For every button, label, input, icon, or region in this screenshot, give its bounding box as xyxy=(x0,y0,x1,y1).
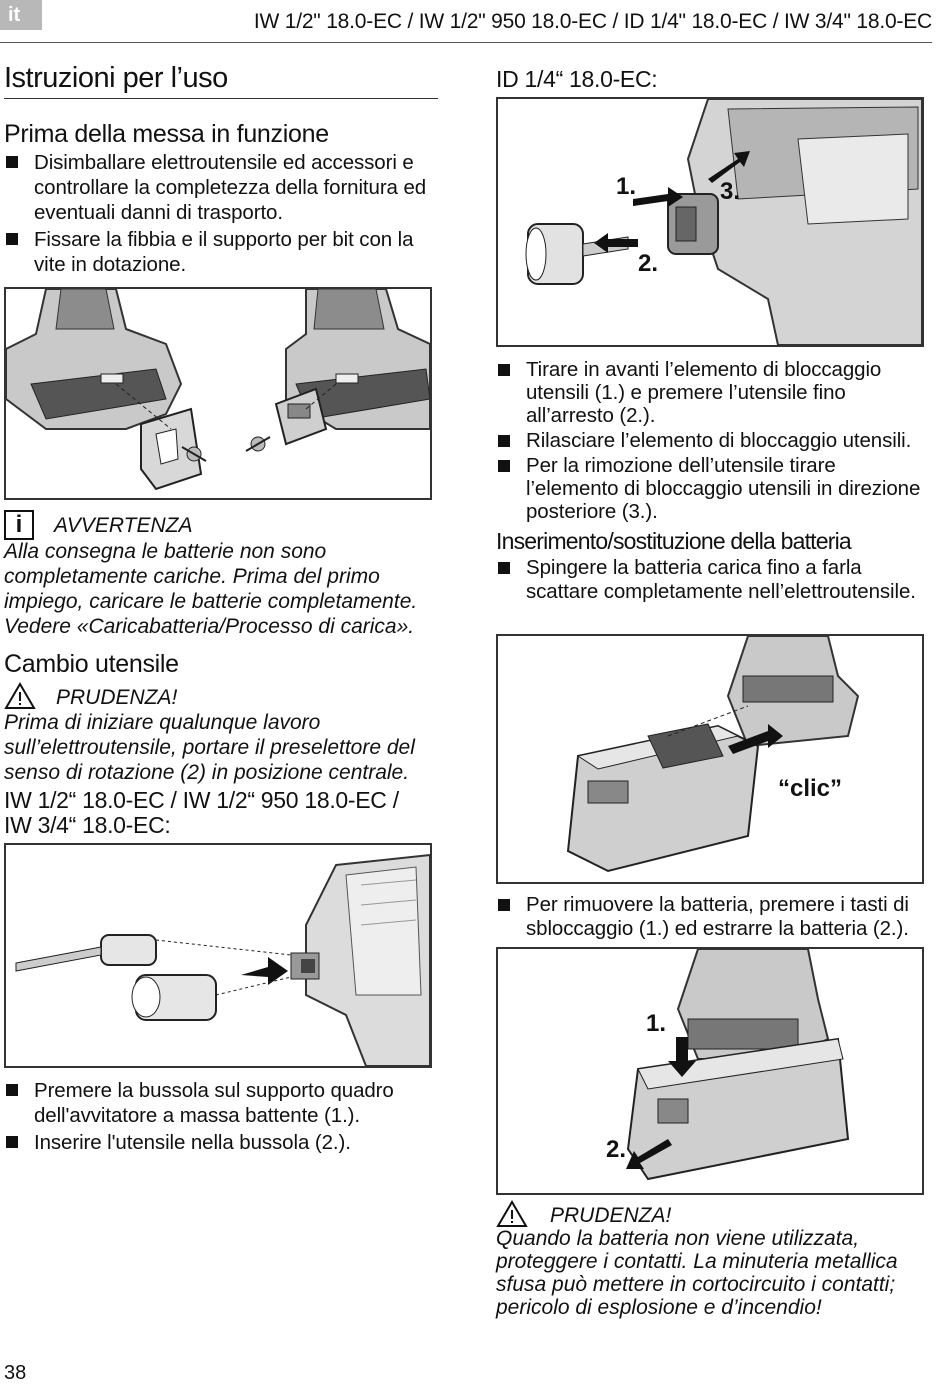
list-item: Tirare in avanti l’elemento di bloccaggio utensili (1.) e premere l’utensile fino all’arresto (2.). xyxy=(496,358,932,427)
models-heading-line2: IW 3/4“ 18.0-EC: xyxy=(4,812,171,838)
notice-text: Alla consegna le batterie non sono completamente cariche. Prima del primo impiego, caricare le batterie completamente. Vedere «Caricabatteria/Processo di carica». xyxy=(4,540,418,638)
battery-insert-illustration xyxy=(498,636,922,882)
first-use-heading: Prima della messa in funzione xyxy=(4,120,329,148)
language-tag: it xyxy=(0,0,42,30)
fig-label-2: 2. xyxy=(638,250,659,277)
caution-title: PRUDENZA! xyxy=(56,686,178,709)
caution-text: Prima di iniziare qualunque lavoro sull’elettroutensile, portare il preselettore del senso di rotazione (2) in posizione centrale. xyxy=(4,711,415,784)
remove-label-2: 2. xyxy=(606,1136,627,1163)
battery-caution-title: PRUDENZA! xyxy=(550,1204,672,1227)
id-model-heading: ID 1/4“ 18.0-EC: xyxy=(496,66,658,92)
list-item: Spingere la batteria carica fino a farla scattare completamente nell’elettroutensile. xyxy=(496,556,932,604)
list-item: Per la rimozione dell’utensile tirare l’elemento di bloccaggio utensili in direzione posteriore (3.). xyxy=(496,454,932,523)
page-number: 38 xyxy=(4,1362,27,1384)
info-icon: i xyxy=(4,510,34,540)
battery-heading: Inserimento/sostituzione della batteria xyxy=(496,528,851,554)
header-rule xyxy=(0,42,932,43)
list-item: Disimballare elettroutensile ed accessori e controllare la completezza della fornitura ed eventuali danni di trasporto. xyxy=(4,150,440,225)
list-item: Fissare la fibbia e il supporto per bit con la vite in dotazione. xyxy=(4,227,440,277)
models-heading-line1: IW 1/2“ 18.0-EC / IW 1/2“ 950 18.0-EC / xyxy=(4,787,399,813)
battery-remove-illustration xyxy=(498,949,922,1193)
list-item: Per rimuovere la batteria, premere i tasti di sbloccaggio (1.) ed estrarre la batteria (2.). xyxy=(496,893,932,941)
first-use-list xyxy=(4,150,440,277)
bit-chuck-illustration xyxy=(498,99,922,345)
socket-list xyxy=(4,1078,440,1155)
battery-remove-list xyxy=(496,893,932,941)
figure-battery-remove xyxy=(496,947,924,1195)
figure-socket xyxy=(4,843,432,1068)
page-title: Istruzioni per l’uso xyxy=(4,62,228,94)
tool-change-heading: Cambio utensile xyxy=(4,650,179,678)
header-models: IW 1/2" 18.0-EC / IW 1/2" 950 18.0-EC / ID 1/4" 18.0-EC / IW 3/4" 18.0-EC xyxy=(253,10,932,33)
list-item: Rilasciare l’elemento di bloccaggio utensili. xyxy=(496,429,932,452)
figure-bit-chuck xyxy=(496,97,924,347)
list-item: Premere la bussola sul supporto quadro dell'avvitatore a massa battente (1.). xyxy=(4,1078,440,1128)
bit-chuck-list xyxy=(496,358,932,523)
clip-bit-holder-illustration xyxy=(6,289,430,498)
battery-insert-list xyxy=(496,556,932,604)
figure-battery-insert xyxy=(496,634,924,884)
list-item: Inserire l'utensile nella bussola (2.). xyxy=(4,1130,440,1155)
warning-icon xyxy=(496,1200,528,1228)
warning-icon xyxy=(4,682,36,710)
notice-title: AVVERTENZA xyxy=(54,514,193,537)
click-label: “clic” xyxy=(778,775,843,802)
socket-illustration xyxy=(6,845,430,1066)
title-rule xyxy=(4,98,438,99)
figure-clip-bit-holder xyxy=(4,287,432,500)
remove-label-1: 1. xyxy=(646,1010,667,1037)
fig-label-3: 3. xyxy=(720,178,741,205)
fig-label-1: 1. xyxy=(616,173,637,200)
battery-caution-text: Quando la batteria non viene utilizzata, proteggere i contatti. La minuteria metallica sfusa può mettere in cortocircuito i contatti; pericolo di esplosione e d’incendio! xyxy=(496,1227,898,1319)
